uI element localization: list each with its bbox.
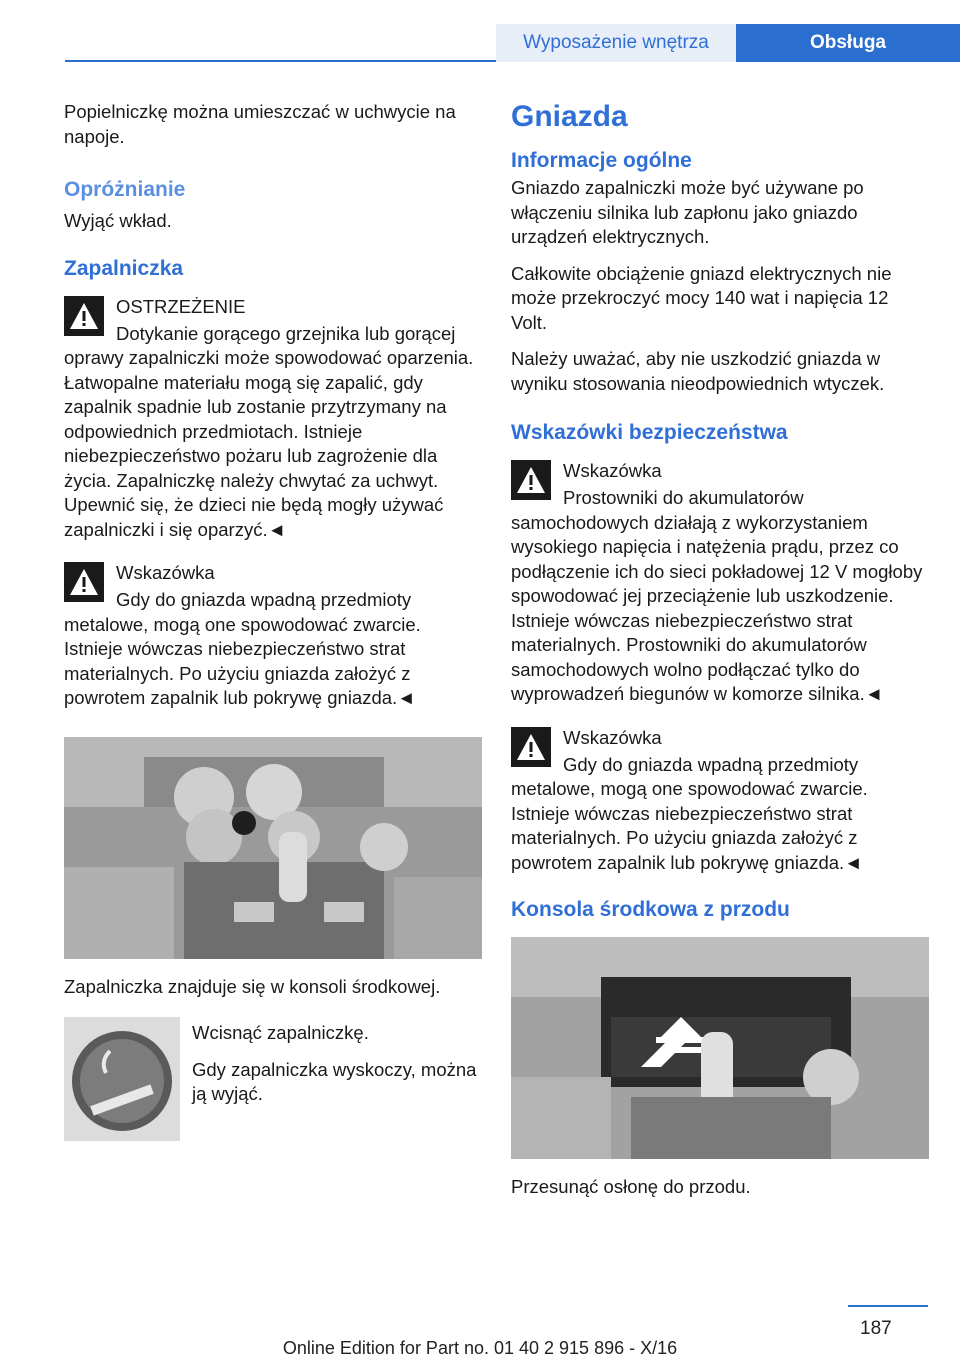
warning-title: OSTRZEŻENIE [116, 295, 246, 317]
lighter-instruction [64, 1017, 482, 1141]
warning-triangle-icon [511, 727, 551, 767]
note-title: Wskazówka [563, 460, 662, 481]
remove-lighter-text: Gdy zapalniczka wyskoczy, można ją wyjąć. [192, 1058, 477, 1104]
warning-triangle-icon [64, 562, 104, 602]
general-text-1: Gniazdo zapalniczki może być używane po włączeniu silnika lub zapłonu jako gniazdo urządzeń elektrycznych. [511, 177, 864, 247]
press-lighter-text: Wcisnąć zapalniczkę. [192, 1022, 369, 1043]
sockets-heading: Gniazda [511, 100, 628, 133]
warning-text: Dotykanie gorącego grzejnika lub gorącej oprawy zapalniczki może spowodować oparzenia. Łatwopalne materiału mogą się zapalić, gdy zapalnik spadnie lub zostanie przytrzymany na odpowiednich przedmiotach. Istnieje niebezpieczeństwo pożaru lub zagrożenie dla życia. Zapalniczkę należy chwytać za uchwyt. Upewnić się, że dzieci nie będą mogły używać zapalniczki i się oparzyć.◄ [64, 322, 474, 540]
console-caption: Przesunąć osłonę do przodu. [511, 1176, 751, 1197]
note-block [64, 560, 482, 711]
note-block [511, 458, 929, 707]
warning-block [64, 294, 482, 543]
page-number: 187 [860, 1318, 892, 1339]
emptying-heading: Opróżnianie [64, 178, 186, 201]
ashtray-intro: Popielniczkę można umieszczać w uchwycie na napoje. [64, 101, 456, 147]
lighter-steps [192, 1017, 482, 1141]
photo-caption: Zapalniczka znajduje się w konsoli środkowej. [64, 975, 441, 997]
lighter-heading: Zapalniczka [64, 256, 184, 280]
center-console-photo [64, 737, 482, 959]
cigarette-lighter-icon [64, 1017, 180, 1141]
note-block [511, 725, 929, 876]
note-text: Prostowniki do akumulatorów samochodowych działają z wykorzystaniem wysokiego napięcia i natężenia prądu, przez co podłączenie ich do sieci pokładowej 12 V mogłoby spowodować jej przeciążenie lub uszkodzenie. Istnieje wówczas niebezpieczeństwo strat materialnych. Prostowniki do akumulatorów samochodowych wolno podłączać tylko do wyprowadzeń biegunów w komorze silnika.◄ [511, 487, 923, 704]
safety-heading: Wskazówki bezpieczeństwa [511, 421, 788, 444]
console-heading: Konsola środkowa z przodu [511, 898, 790, 921]
general-text-3: Należy uważać, aby nie uszkodzić gniazda w wyniku stosowania nieodpowiednich wtyczek. [511, 348, 885, 394]
left-column [64, 100, 482, 1141]
note-title: Wskazówka [563, 726, 662, 748]
general-text-2: Całkowite obciążenie gniazd elektrycznych nie może przekroczyć mocy 140 wat i napięcia 12 Volt. [511, 262, 892, 333]
note-text: Gdy do gniazda wpadną przedmioty metalowe, mogą one spowodować zwarcie. Istnieje wówczas niebezpieczeństwo strat materialnych. Po użyciu gniazda założyć z powrotem zapalnik lub pokrywę gniazda.◄ [64, 589, 421, 708]
front-console-photo [511, 937, 929, 1159]
tab-chapter[interactable]: Obsługa [736, 24, 960, 62]
right-column [511, 100, 929, 1212]
emptying-text: Wyjąć wkład. [64, 210, 172, 231]
general-info-heading: Informacje ogólne [511, 149, 692, 172]
note-text: Gdy do gniazda wpadną przedmioty metalowe, mogą one spowodować zwarcie. Istnieje wówczas niebezpieczeństwo strat materialnych. Po użyciu gniazda założyć z powrotem zapalnik lub pokrywę gniazda.◄ [511, 753, 868, 873]
footer-rule [848, 1305, 928, 1307]
warning-triangle-icon [64, 296, 104, 336]
note-title: Wskazówka [116, 562, 215, 583]
edition-line: Online Edition for Part no. 01 40 2 915 896 - X/16 [282, 1338, 678, 1358]
tab-section[interactable]: Wyposażenie wnętrza [496, 24, 736, 62]
warning-triangle-icon [511, 460, 551, 500]
